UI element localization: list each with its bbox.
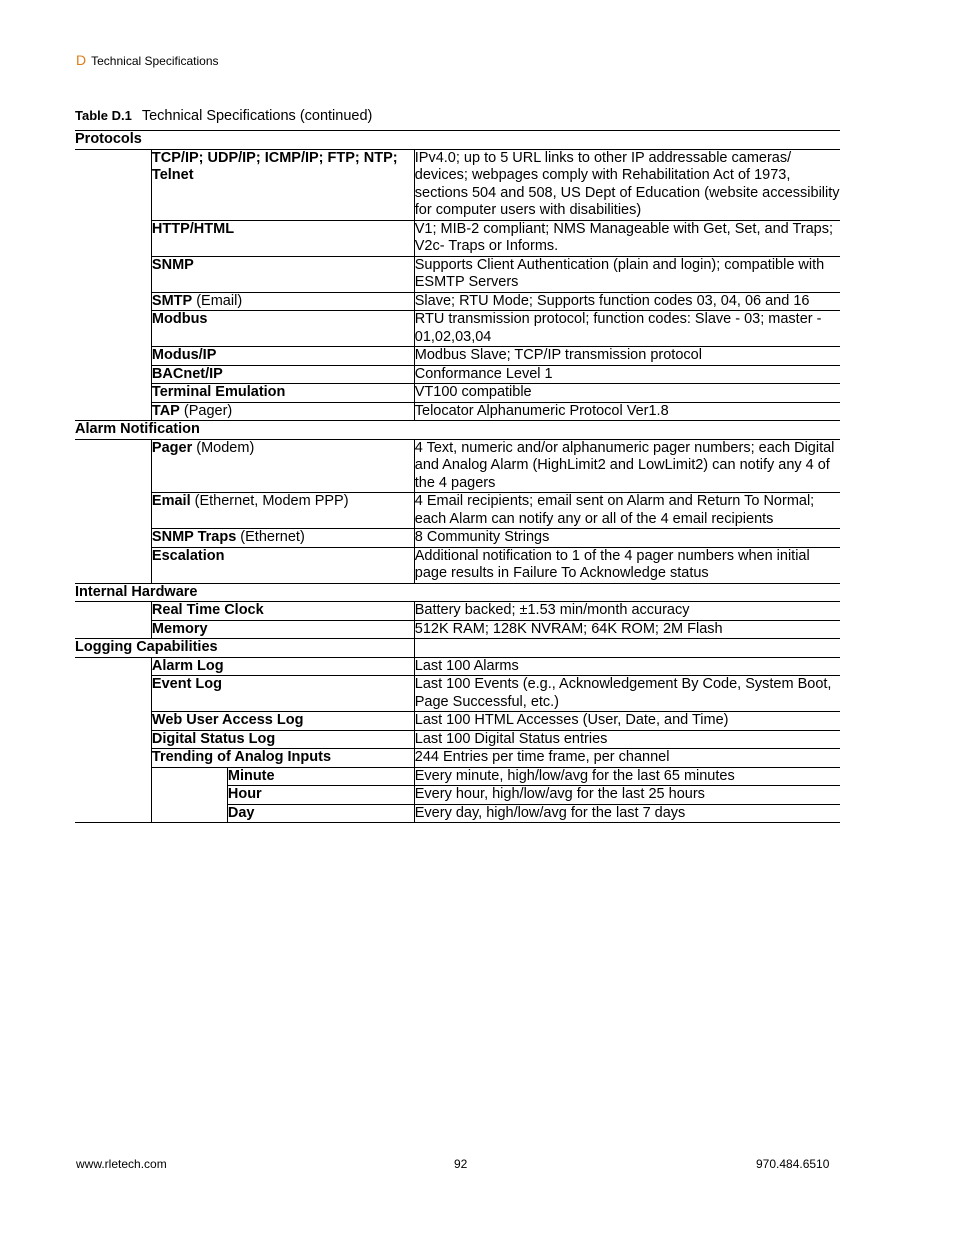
spec-label: SNMP Traps xyxy=(151,529,237,545)
section-title: Internal Hardware xyxy=(75,583,840,602)
spec-sub-value: Every minute, high/low/avg for the last 65 minutes xyxy=(414,767,840,786)
spec-value: 4 Text, numeric and/or alphanumeric pager numbers; each Digital and Analog Alarm (HighLimit2 and LowLimit2) can notify any 4 of the 4 pagers xyxy=(414,439,840,493)
spec-label-cell xyxy=(151,365,414,384)
spec-label: Email xyxy=(151,493,191,509)
spec-label-suffix: (Pager) xyxy=(179,402,233,419)
spec-sub-label-cell xyxy=(227,767,414,786)
spec-sub-label: Day xyxy=(227,804,255,821)
spec-value: Slave; RTU Mode; Supports function codes 03, 04, 06 and 16 xyxy=(414,292,840,311)
spec-value: Additional notification to 1 of the 4 pager numbers when initial page results in Failure To Acknowledge status xyxy=(414,547,840,583)
table-title: Technical Specifications (continued) xyxy=(141,108,373,124)
footer-phone: 970.484.6510 xyxy=(756,1157,830,1171)
spec-label: Modus/IP xyxy=(151,347,217,363)
spec-label-cell xyxy=(151,149,414,220)
spec-label: TAP xyxy=(151,402,180,419)
indent-cell xyxy=(75,602,151,639)
section-empty-cell xyxy=(414,639,840,658)
spec-value: Battery backed; ±1.53 min/month accuracy xyxy=(414,602,840,621)
spec-label: Pager xyxy=(151,439,193,456)
spec-label: Modbus xyxy=(151,311,208,327)
table-row xyxy=(75,730,840,749)
spec-label: Escalation xyxy=(151,547,225,564)
spec-value: 8 Community Strings xyxy=(414,529,840,548)
spec-label-suffix: (Ethernet) xyxy=(236,529,305,545)
spec-value: Conformance Level 1 xyxy=(414,365,840,384)
table-row xyxy=(75,547,840,583)
spec-label-cell xyxy=(151,220,414,256)
running-header xyxy=(76,52,219,68)
footer-page-number: 92 xyxy=(454,1157,468,1171)
spec-label-cell xyxy=(151,730,414,749)
spec-sub-value: Every hour, high/low/avg for the last 25 hours xyxy=(414,786,840,805)
table-row xyxy=(75,439,840,493)
spec-label-cell xyxy=(151,256,414,292)
table-row xyxy=(75,602,840,621)
table-row xyxy=(75,365,840,384)
spec-label-suffix: (Ethernet, Modem PPP) xyxy=(190,493,349,509)
spec-sub-label: Minute xyxy=(227,767,275,784)
spec-label: Trending of Analog Inputs xyxy=(151,749,332,765)
section-header-hardware xyxy=(75,583,840,602)
indent-cell xyxy=(75,149,151,421)
spec-value: Telocator Alphanumeric Protocol Ver1.8 xyxy=(414,402,840,421)
spec-label: HTTP/HTML xyxy=(151,220,235,237)
spec-label: Alarm Log xyxy=(151,657,224,674)
table-row xyxy=(75,493,840,529)
spec-label: BACnet/IP xyxy=(151,365,223,382)
section-title: Alarm Notification xyxy=(75,421,840,440)
section-header-logging xyxy=(75,639,840,658)
table-row xyxy=(75,149,840,220)
spec-label: Memory xyxy=(151,620,208,637)
spec-label-cell xyxy=(151,657,414,676)
spec-sub-label-cell xyxy=(227,804,414,823)
spec-sub-label-cell xyxy=(227,786,414,805)
table-row xyxy=(75,384,840,403)
spec-value: Supports Client Authentication (plain and login); compatible with ESMTP Servers xyxy=(414,256,840,292)
spec-label: SMTP xyxy=(151,292,193,309)
spec-label: Web User Access Log xyxy=(151,712,304,728)
spec-table xyxy=(75,130,840,823)
section-header-protocols xyxy=(75,131,840,150)
table-row xyxy=(75,712,840,731)
section-header-alarm xyxy=(75,421,840,440)
sub-indent-cell xyxy=(151,767,227,823)
section-title: Logging Capabilities xyxy=(75,639,414,658)
header-title: Technical Specifications xyxy=(91,54,219,68)
spec-label-cell xyxy=(151,529,414,548)
spec-label-suffix: (Email) xyxy=(192,292,243,309)
spec-label-cell xyxy=(151,712,414,731)
spec-label: Event Log xyxy=(151,676,223,692)
appendix-letter: D xyxy=(76,52,87,68)
footer-website: www.rletech.com xyxy=(76,1157,167,1171)
spec-label-cell xyxy=(151,749,414,768)
spec-value: RTU transmission protocol; function codes: Slave - 03; master - 01,02,03,04 xyxy=(414,311,840,347)
spec-label-cell xyxy=(151,493,414,529)
spec-sub-value: Every day, high/low/avg for the last 7 days xyxy=(414,804,840,823)
table-row xyxy=(75,347,840,366)
spec-value: V1; MIB-2 compliant; NMS Manageable with Get, Set, and Traps; V2c- Traps or Informs. xyxy=(414,220,840,256)
spec-label: SNMP xyxy=(151,256,194,273)
spec-label-cell xyxy=(151,676,414,712)
table-row xyxy=(75,220,840,256)
spec-label-cell xyxy=(151,347,414,366)
spec-value: VT100 compatible xyxy=(414,384,840,403)
spec-label: TCP/IP; UDP/IP; ICMP/IP; FTP; NTP; Telnet xyxy=(151,149,398,183)
spec-value: Last 100 Alarms xyxy=(414,657,840,676)
spec-value: Last 100 HTML Accesses (User, Date, and Time) xyxy=(414,712,840,731)
table-row xyxy=(75,620,840,639)
spec-label-cell xyxy=(151,311,414,347)
table-row xyxy=(75,676,840,712)
table-row xyxy=(75,311,840,347)
spec-sub-label: Hour xyxy=(227,786,262,802)
table-caption xyxy=(75,108,372,124)
table-row xyxy=(75,292,840,311)
spec-label: Terminal Emulation xyxy=(151,384,286,400)
spec-value: Last 100 Digital Status entries xyxy=(414,730,840,749)
table-row xyxy=(75,402,840,421)
spec-value: 244 Entries per time frame, per channel xyxy=(414,749,840,768)
spec-label-cell xyxy=(151,620,414,639)
table-row xyxy=(75,529,840,548)
section-title: Protocols xyxy=(75,131,840,150)
spec-value: 4 Email recipients; email sent on Alarm and Return To Normal; each Alarm can notify any or all of the 4 email recipients xyxy=(414,493,840,529)
table-row xyxy=(75,657,840,676)
spec-label: Digital Status Log xyxy=(151,730,276,747)
spec-label-cell xyxy=(151,384,414,403)
table-row xyxy=(75,749,840,768)
table-subrow xyxy=(75,767,840,786)
spec-label-cell xyxy=(151,402,414,421)
spec-label-cell xyxy=(151,292,414,311)
indent-cell xyxy=(75,657,151,823)
spec-value: IPv4.0; up to 5 URL links to other IP addressable cameras/ devices; webpages comply with Rehabilitation Act of 1973, sections 504 and 508, US Dept of Education (website accessibility for computer users with disabilities) xyxy=(414,149,840,218)
spec-value: Modbus Slave; TCP/IP transmission protocol xyxy=(414,347,840,366)
indent-cell xyxy=(75,439,151,583)
spec-label: Real Time Clock xyxy=(151,602,264,618)
spec-label-cell xyxy=(151,439,414,493)
spec-value: 512K RAM; 128K NVRAM; 64K ROM; 2M Flash xyxy=(414,620,840,639)
table-row xyxy=(75,256,840,292)
table-number: Table D.1 xyxy=(75,108,132,123)
spec-label-cell xyxy=(151,602,414,621)
spec-value: Last 100 Events (e.g., Acknowledgement By Code, System Boot, Page Successful, etc.) xyxy=(414,676,840,712)
spec-label-cell xyxy=(151,547,414,583)
spec-label-suffix: (Modem) xyxy=(192,439,255,456)
